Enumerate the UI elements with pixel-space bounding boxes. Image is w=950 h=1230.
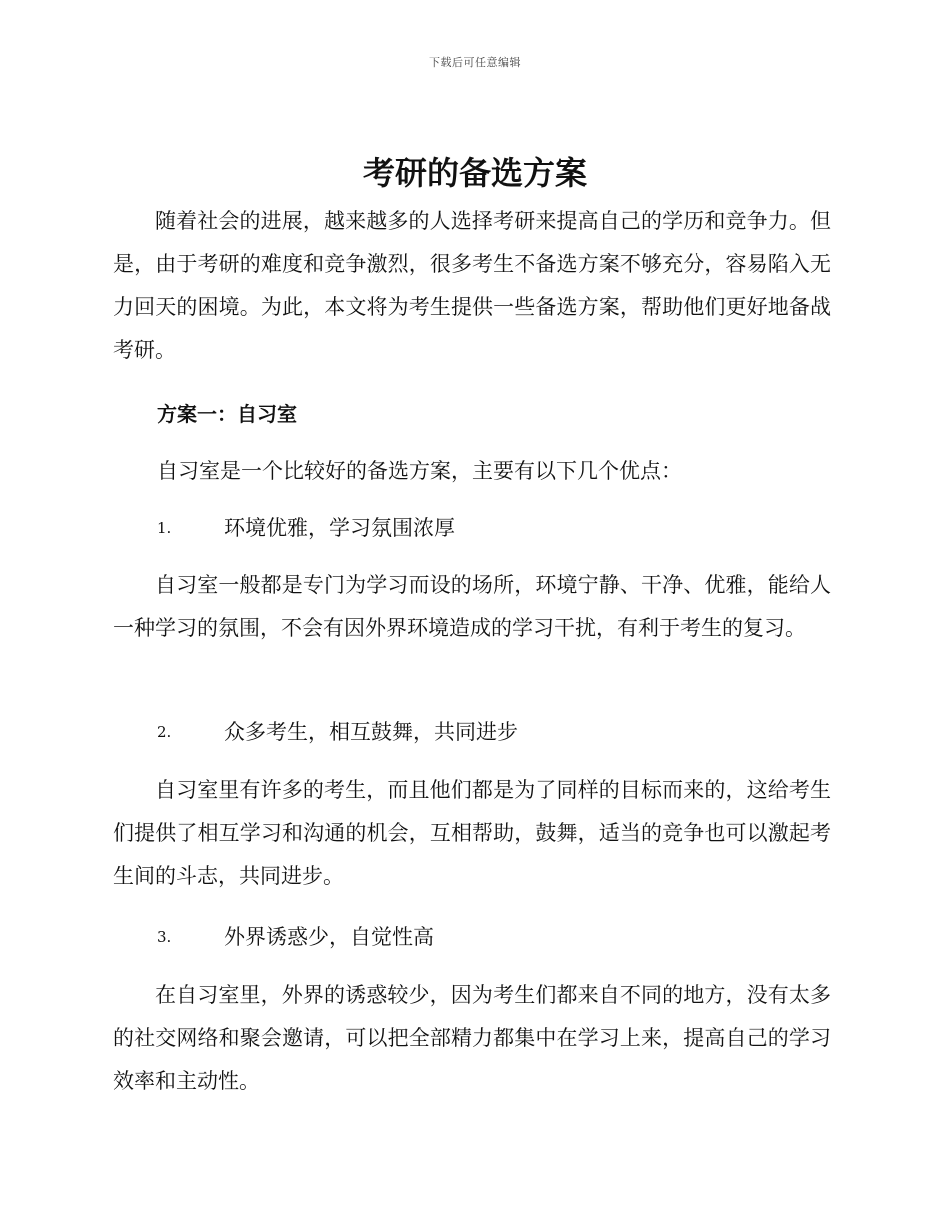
section-lead: 自习室是一个比较好的备选方案，主要有以下几个优点： (157, 459, 682, 483)
intro-paragraph: 随着社会的进展，越来越多的人选择考研来提高自己的学历和竞争力。但是，由于考研的难度和竞争激烈，很多考生不备选方案不够充分，容易陷入无力回天的困境。为此，本文将为考生提供一些备选方案，帮助他们更好地备战考研。 (113, 209, 831, 362)
list-item-1 (157, 513, 455, 543)
list-item-2-body: 自习室里有许多的考生，而且他们都是为了同样的目标而来的，这给考生们提供了相互学习和沟通的机会，互相帮助，鼓舞，适当的竞争也可以激起考生间的斗志，共同进步。 (113, 778, 831, 888)
list-item-1-body: 自习室一般都是专门为学习而设的场所，环境宁静、干净、优雅，能给人一种学习的氛围，不会有因外界环境造成的学习干扰，有利于考生的复习。 (113, 573, 831, 640)
list-item-title: 环境优雅，学习氛围浓厚 (224, 516, 455, 540)
list-item-number: 2. (157, 723, 172, 741)
list-item-2 (157, 717, 518, 747)
list-item-number: 3. (157, 928, 172, 946)
list-item-3 (157, 922, 434, 952)
list-item-title: 众多考生，相互鼓舞，共同进步 (224, 720, 518, 744)
list-item-3-body: 在自习室里，外界的诱惑较少，因为考生们都来自不同的地方，没有太多的社交网络和聚会邀请，可以把全部精力都集中在学习上来，提高自己的学习效率和主动性。 (113, 983, 831, 1093)
list-item-title: 外界诱惑少，自觉性高 (224, 925, 434, 949)
document-title: 考研的备选方案 (362, 154, 587, 192)
list-item-number: 1. (157, 519, 172, 537)
header-note: 下载后可任意编辑 (429, 56, 521, 69)
section-heading: 方案一：自习室 (157, 402, 297, 426)
